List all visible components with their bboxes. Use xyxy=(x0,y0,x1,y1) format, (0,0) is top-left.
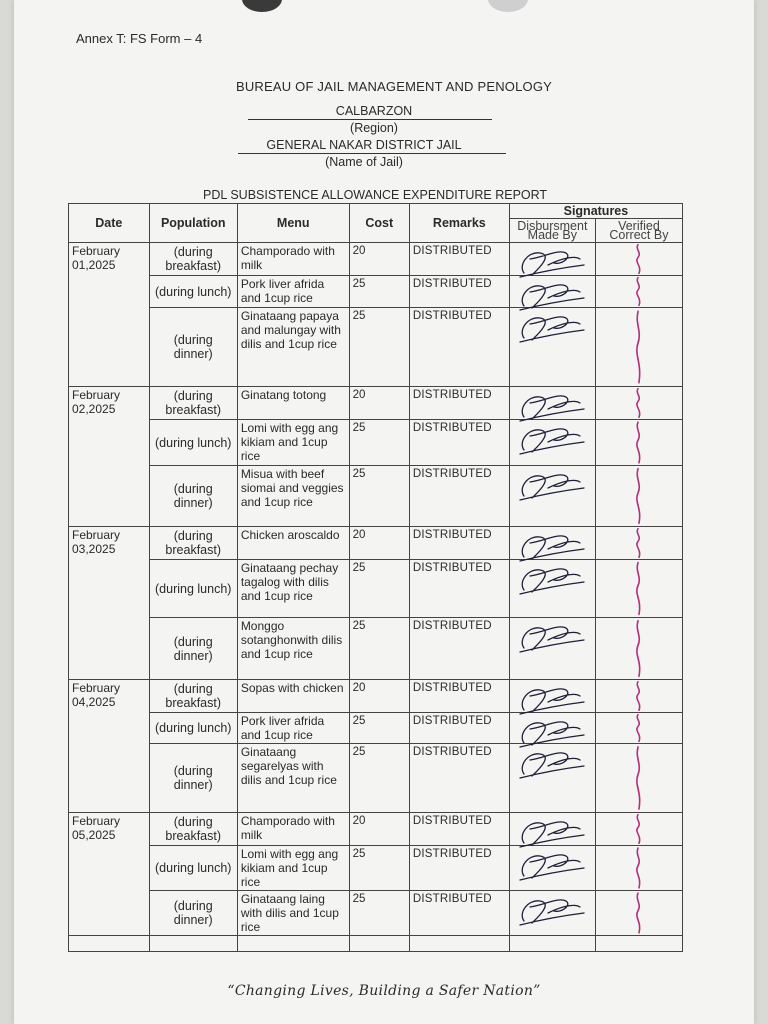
header-cost: Cost xyxy=(349,204,409,243)
table-row xyxy=(69,846,683,891)
table-row xyxy=(69,387,683,420)
cost-cell: 25 xyxy=(349,744,409,813)
jail-underline xyxy=(238,153,506,154)
verification-mark-cell xyxy=(595,276,682,308)
region-value: CALBARZON xyxy=(335,104,413,118)
population-cell: (during breakfast) xyxy=(149,387,237,420)
verification-mark xyxy=(632,466,646,526)
table-row xyxy=(69,713,683,744)
disbursement-signature-cell xyxy=(509,891,595,936)
population-cell: (during breakfast) xyxy=(149,527,237,560)
verification-mark xyxy=(632,560,646,617)
verification-mark-cell xyxy=(595,243,682,276)
population-cell: (during dinner) xyxy=(149,744,237,813)
remarks-cell: DISTRIBUTED xyxy=(409,420,509,466)
menu-cell: Monggo sotanghonwith dilis and 1cup rice xyxy=(237,618,349,680)
verification-mark xyxy=(632,744,646,812)
disbursement-signature-cell xyxy=(509,527,595,560)
verification-mark-cell xyxy=(595,618,682,680)
handwritten-signature xyxy=(514,893,586,927)
verification-mark-cell xyxy=(595,813,682,846)
menu-cell: Ginataang pechay tagalog with dilis and 1cup rice xyxy=(237,560,349,618)
cost-cell: 25 xyxy=(349,891,409,936)
date-cell: February 01,2025 xyxy=(69,243,150,387)
verification-mark-cell xyxy=(595,466,682,527)
verification-mark xyxy=(632,308,646,386)
verification-mark-cell xyxy=(595,308,682,387)
verification-mark-cell xyxy=(595,420,682,466)
handwritten-signature xyxy=(514,389,586,423)
verification-mark xyxy=(632,527,646,559)
handwritten-signature xyxy=(514,848,586,882)
disbursement-signature-cell xyxy=(509,420,595,466)
punch-hole xyxy=(242,0,282,12)
population-cell: (during breakfast) xyxy=(149,243,237,276)
annex-label: Annex T: FS Form – 4 xyxy=(76,31,203,46)
handwritten-signature xyxy=(514,422,586,456)
remarks-cell: DISTRIBUTED xyxy=(409,713,509,744)
disbursement-signature-cell xyxy=(509,387,595,420)
population-cell: (during lunch) xyxy=(149,560,237,618)
menu-cell: Pork liver afrida and 1cup rice xyxy=(237,713,349,744)
table-row xyxy=(69,308,683,387)
disbursement-signature-cell xyxy=(509,618,595,680)
menu-cell: Misua with beef siomai and veggies and 1cup rice xyxy=(237,466,349,527)
header-population: Population xyxy=(149,204,237,243)
header-remarks: Remarks xyxy=(409,204,509,243)
disbursement-signature-cell xyxy=(509,713,595,744)
empty-cell xyxy=(595,936,682,952)
verification-mark xyxy=(632,713,646,743)
handwritten-signature xyxy=(514,682,586,716)
menu-cell: Chicken aroscaldo xyxy=(237,527,349,560)
population-cell: (during lunch) xyxy=(149,276,237,308)
disbursement-signature-cell xyxy=(509,308,595,387)
menu-cell: Champorado with milk xyxy=(237,813,349,846)
verification-mark-cell xyxy=(595,846,682,891)
disbursement-signature-cell xyxy=(509,744,595,813)
handwritten-signature xyxy=(514,620,586,654)
verification-mark-cell xyxy=(595,744,682,813)
population-cell: (during lunch) xyxy=(149,420,237,466)
date-cell: February 02,2025 xyxy=(69,387,150,527)
jail-name-value: GENERAL NAKAR DISTRICT JAIL xyxy=(266,138,462,152)
population-cell: (during lunch) xyxy=(149,713,237,744)
population-cell: (during dinner) xyxy=(149,891,237,936)
table-row xyxy=(69,243,683,276)
table-row xyxy=(69,466,683,527)
table-row xyxy=(69,276,683,308)
verification-mark xyxy=(632,846,646,890)
remarks-cell: DISTRIBUTED xyxy=(409,560,509,618)
table-row xyxy=(69,560,683,618)
disbursement-signature-cell xyxy=(509,243,595,276)
cost-cell: 25 xyxy=(349,276,409,308)
handwritten-signature xyxy=(514,746,586,780)
menu-cell: Champorado with milk xyxy=(237,243,349,276)
table-row xyxy=(69,420,683,466)
disbursement-signature-cell xyxy=(509,680,595,713)
cost-cell: 25 xyxy=(349,713,409,744)
verification-mark xyxy=(632,420,646,465)
menu-cell: Ginataang laing with dilis and 1cup rice xyxy=(237,891,349,936)
expenditure-table xyxy=(68,203,683,952)
table-row xyxy=(69,891,683,936)
remarks-cell: DISTRIBUTED xyxy=(409,813,509,846)
menu-cell: Ginatang totong xyxy=(237,387,349,420)
header-menu: Menu xyxy=(237,204,349,243)
handwritten-signature xyxy=(514,815,586,849)
remarks-cell: DISTRIBUTED xyxy=(409,891,509,936)
table-row xyxy=(69,618,683,680)
handwritten-signature xyxy=(514,529,586,563)
verification-mark-cell xyxy=(595,387,682,420)
population-cell: (during dinner) xyxy=(149,308,237,387)
population-cell: (during lunch) xyxy=(149,846,237,891)
cost-cell: 20 xyxy=(349,680,409,713)
punch-hole xyxy=(488,0,528,12)
date-cell: February 04,2025 xyxy=(69,680,150,813)
table-row xyxy=(69,744,683,813)
cost-cell: 25 xyxy=(349,420,409,466)
disbursement-signature-cell xyxy=(509,560,595,618)
cost-cell: 20 xyxy=(349,813,409,846)
menu-cell: Pork liver afrida and 1cup rice xyxy=(237,276,349,308)
menu-cell: Ginataang papaya and malungay with dilis and 1cup rice xyxy=(237,308,349,387)
remarks-cell: DISTRIBUTED xyxy=(409,744,509,813)
cost-cell: 20 xyxy=(349,527,409,560)
disbursement-signature-cell xyxy=(509,466,595,527)
verification-mark xyxy=(632,680,646,712)
verification-mark xyxy=(632,243,646,275)
empty-row xyxy=(69,936,683,952)
menu-cell: Sopas with chicken xyxy=(237,680,349,713)
remarks-cell: DISTRIBUTED xyxy=(409,308,509,387)
cost-cell: 25 xyxy=(349,560,409,618)
table-row xyxy=(69,527,683,560)
table-row xyxy=(69,813,683,846)
cost-cell: 25 xyxy=(349,846,409,891)
empty-cell xyxy=(149,936,237,952)
handwritten-signature xyxy=(514,468,586,502)
empty-cell xyxy=(409,936,509,952)
cost-cell: 20 xyxy=(349,243,409,276)
remarks-cell: DISTRIBUTED xyxy=(409,387,509,420)
verification-mark-cell xyxy=(595,713,682,744)
remarks-cell: DISTRIBUTED xyxy=(409,680,509,713)
handwritten-signature xyxy=(514,310,586,344)
cost-cell: 25 xyxy=(349,308,409,387)
verification-mark-cell xyxy=(595,527,682,560)
empty-cell xyxy=(349,936,409,952)
remarks-cell: DISTRIBUTED xyxy=(409,527,509,560)
remarks-cell: DISTRIBUTED xyxy=(409,466,509,527)
verification-mark-cell xyxy=(595,560,682,618)
verification-mark xyxy=(632,387,646,419)
cost-cell: 25 xyxy=(349,618,409,680)
verification-mark xyxy=(632,813,646,845)
region-caption: (Region) xyxy=(350,121,398,135)
report-title: PDL SUBSISTENCE ALLOWANCE EXPENDITURE REPORT xyxy=(203,188,548,202)
disbursement-signature-cell xyxy=(509,813,595,846)
verification-mark xyxy=(632,891,646,935)
cost-cell: 20 xyxy=(349,387,409,420)
date-cell: February 03,2025 xyxy=(69,527,150,680)
header-disbursement: Disbursment Made By xyxy=(509,219,595,243)
remarks-cell: DISTRIBUTED xyxy=(409,276,509,308)
population-cell: (during breakfast) xyxy=(149,813,237,846)
handwritten-signature xyxy=(514,245,586,279)
empty-cell xyxy=(237,936,349,952)
empty-cell xyxy=(509,936,595,952)
verification-mark xyxy=(632,618,646,679)
remarks-cell: DISTRIBUTED xyxy=(409,243,509,276)
region-underline xyxy=(248,119,492,120)
disbursement-signature-cell xyxy=(509,276,595,308)
population-cell: (during breakfast) xyxy=(149,680,237,713)
cost-cell: 25 xyxy=(349,466,409,527)
handwritten-signature xyxy=(514,562,586,596)
verification-mark-cell xyxy=(595,891,682,936)
header-signatures: Signatures xyxy=(509,204,682,219)
population-cell: (during dinner) xyxy=(149,466,237,527)
population-cell: (during dinner) xyxy=(149,618,237,680)
jail-caption: (Name of Jail) xyxy=(325,155,403,169)
header-date: Date xyxy=(69,204,150,243)
menu-cell: Lomi with egg ang kikiam and 1cup rice xyxy=(237,846,349,891)
verification-mark-cell xyxy=(595,680,682,713)
header-verified: Verified Correct By xyxy=(595,219,682,243)
remarks-cell: DISTRIBUTED xyxy=(409,618,509,680)
motto-footer: “Changing Lives, Building a Safer Nation” xyxy=(227,983,541,999)
disbursement-signature-cell xyxy=(509,846,595,891)
verification-mark xyxy=(632,276,646,307)
remarks-cell: DISTRIBUTED xyxy=(409,846,509,891)
table-row xyxy=(69,680,683,713)
agency-title: BUREAU OF JAIL MANAGEMENT AND PENOLOGY xyxy=(235,79,553,94)
date-cell: February 05,2025 xyxy=(69,813,150,936)
menu-cell: Lomi with egg ang kikiam and 1cup rice xyxy=(237,420,349,466)
empty-cell xyxy=(69,936,150,952)
menu-cell: Ginataang segarelyas with dilis and 1cup rice xyxy=(237,744,349,813)
